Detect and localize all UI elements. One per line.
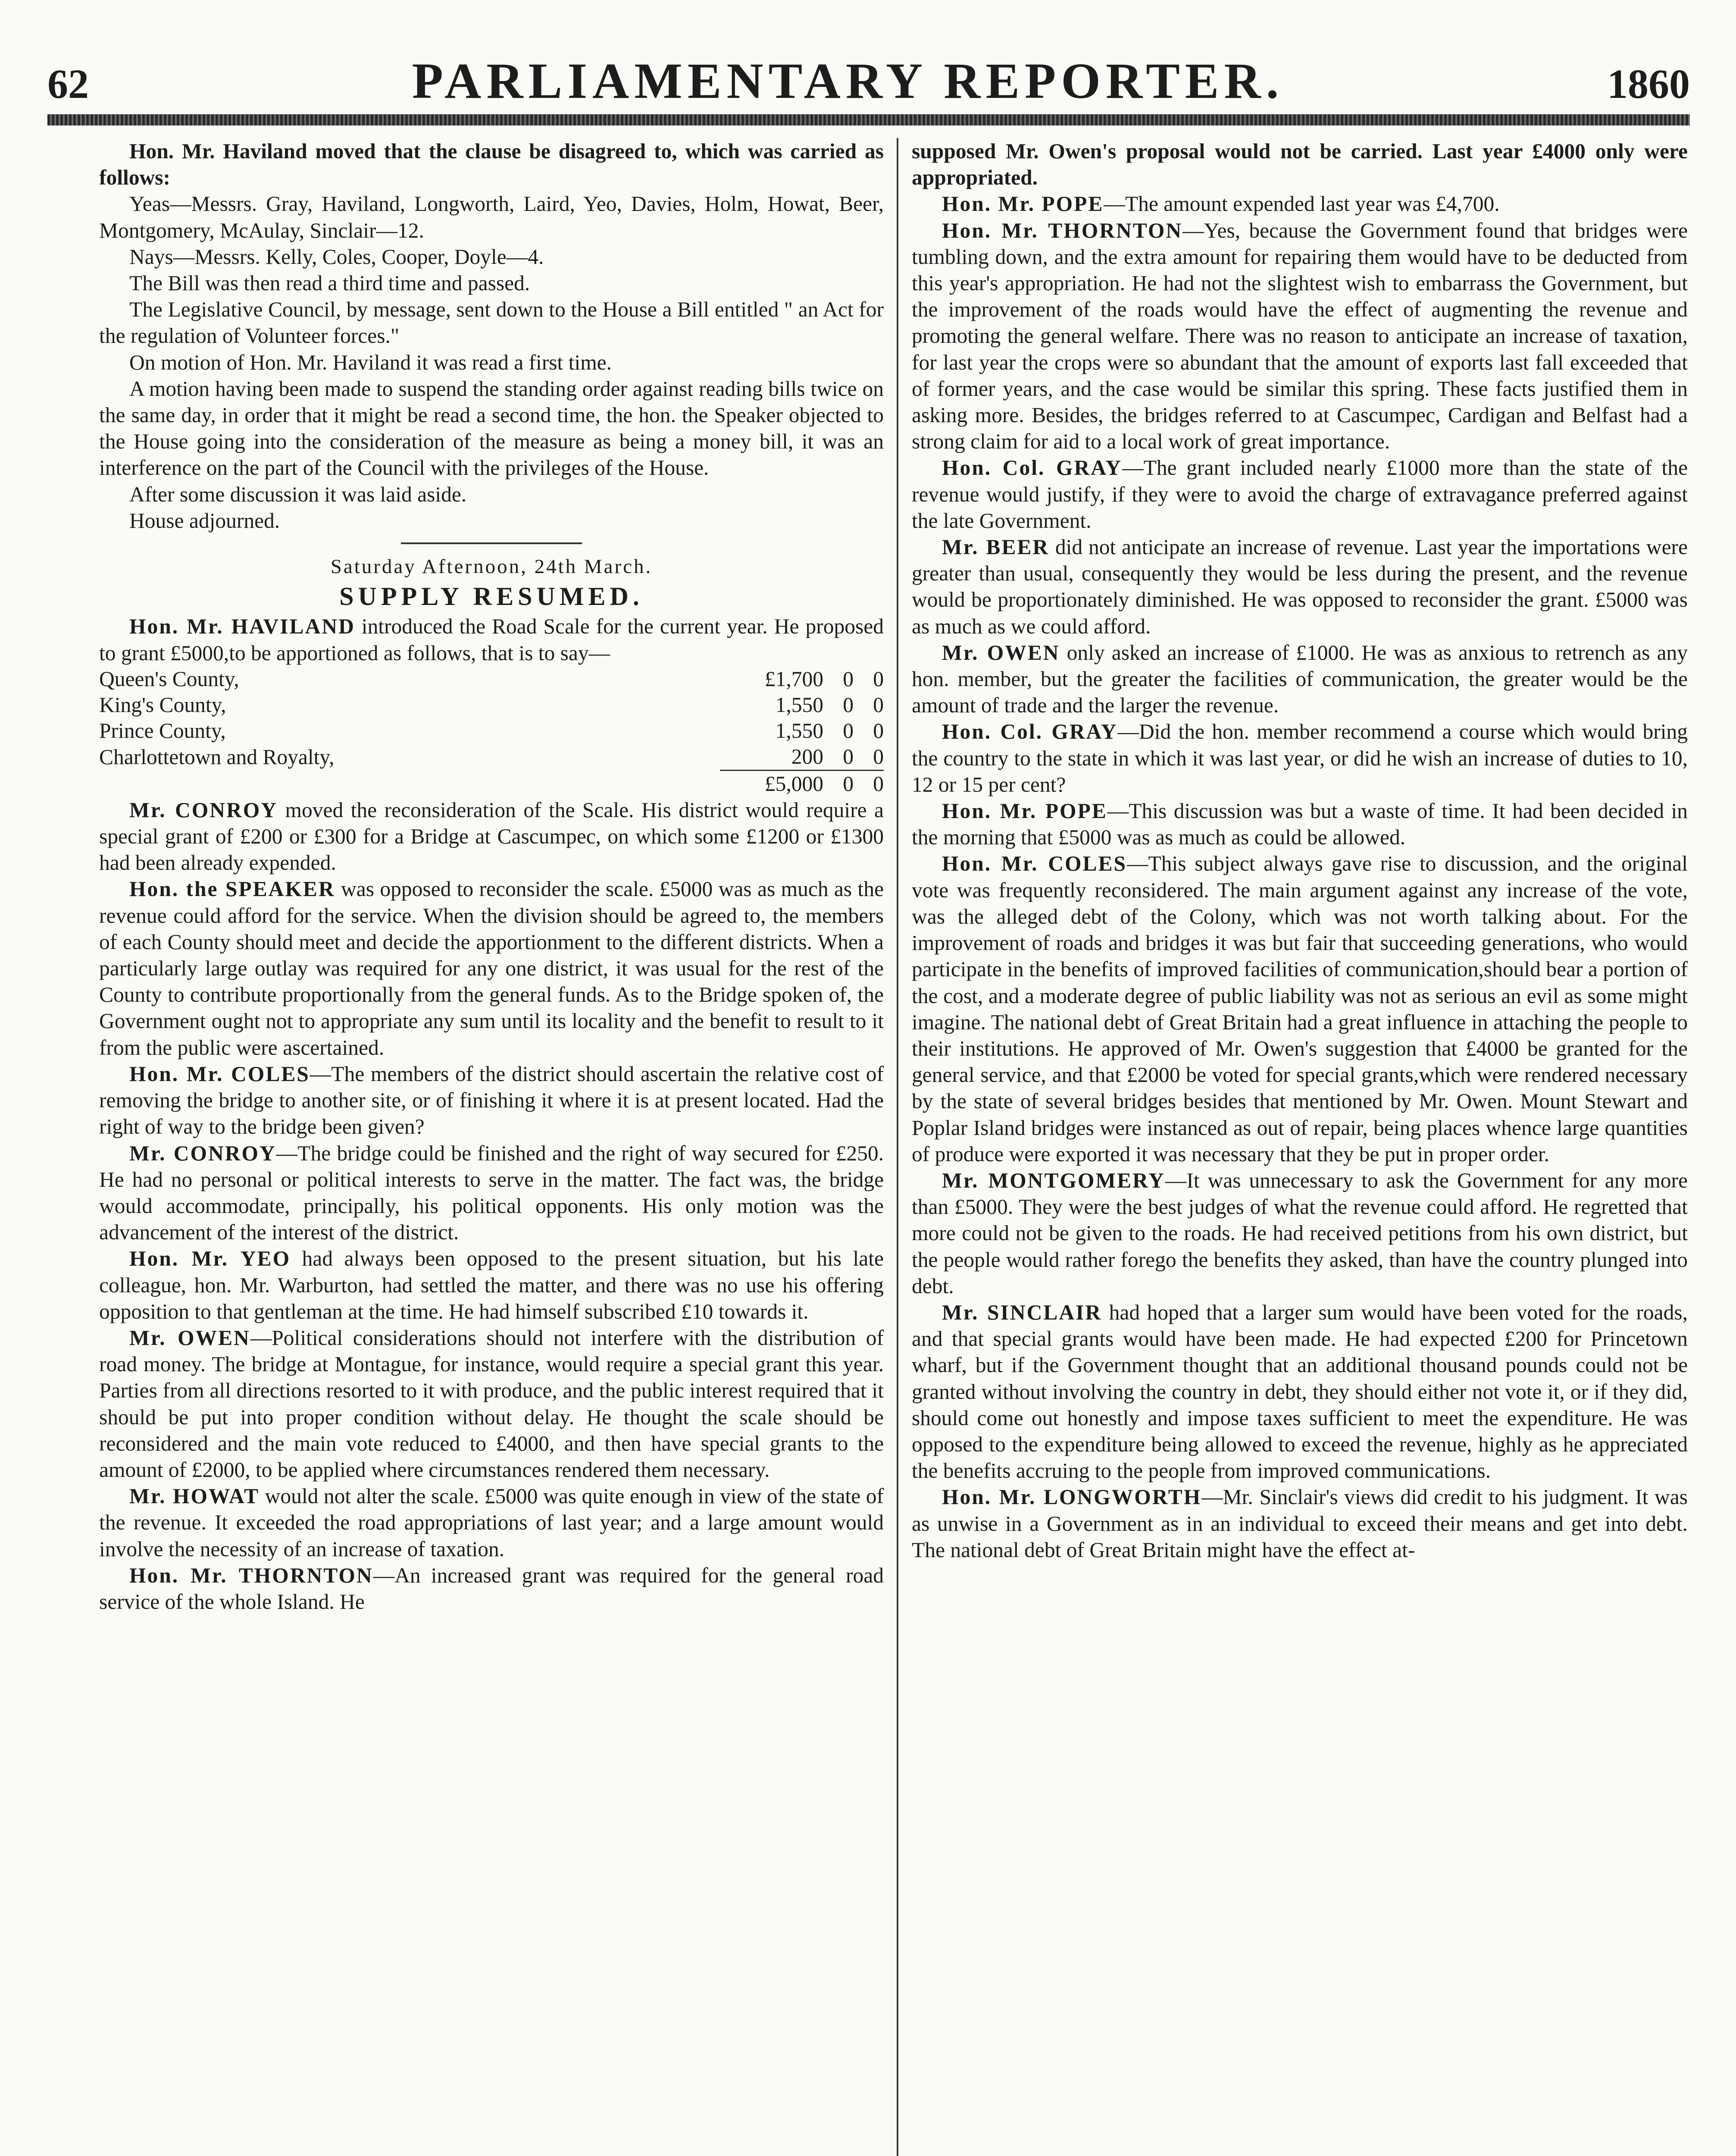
paragraph: supposed Mr. Owen's proposal would not be carried. Last year £4000 only were appropriated. bbox=[912, 139, 1688, 190]
paragraph bbox=[99, 613, 884, 666]
speech-text: was opposed to reconsider the scale. £5000 was as much as the revenue could afford for the service. When the division should be agreed to, the members of each County should meet and decide the apportionment to the different districts. When a particularly large outlay was required for any one district, it was usual for the rest of the County to contribute proportionally from the general funds. As to the Bridge spoken of, the Government ought not to appropriate any sum until its locality and the benefit to result to it from the public were ascertained. bbox=[99, 877, 884, 1059]
table-row bbox=[99, 666, 884, 692]
speaker-name: Hon. Mr. HAVILAND bbox=[129, 614, 355, 639]
speech-text: did not anticipate an increase of revenue. Last year the importations were greater than usual, consequently they would be less during the present, and the revenue would be proportionately diminished. He was opposed to reconsider the grant. £5000 was as much as we could afford. bbox=[912, 535, 1688, 638]
paragraph bbox=[912, 217, 1688, 455]
table-row bbox=[99, 718, 884, 744]
amount-cell: 1,550 bbox=[775, 693, 823, 717]
paragraph: The Bill was then read a third time and passed. bbox=[129, 271, 530, 295]
shillings-cell: 0 bbox=[843, 667, 854, 691]
paragraph: Hon. Mr. Haviland moved that the clause be disagreed to, which was carried as follows: bbox=[99, 139, 884, 190]
speech-text: had hoped that a larger sum would have been voted for the roads, and that special grants would have been made. He had expected £200 for Princetown wharf, but if the Government thought that an additional thousand pounds could not be granted without involving the country in debt, they should either not vote it, or if they did, should come out honestly and impose taxes sufficient to meet the expenditure. He was opposed to the expenditure being allowed to exceed the revenue, highly as he appreciated the benefits accruing to the people from improved communications. bbox=[912, 1300, 1688, 1483]
left-column bbox=[99, 138, 884, 2156]
speech-text: —The members of the district should ascertain the relative cost of removing the bridge to another site, or of finishing it where it is at present located. Had the right of way to the bridge been given? bbox=[99, 1062, 884, 1139]
speaker-name: Mr. HOWAT bbox=[129, 1484, 260, 1508]
paragraph bbox=[912, 191, 1688, 217]
speaker-name: Hon. Mr. POPE bbox=[942, 192, 1104, 216]
paragraph bbox=[912, 1484, 1688, 1563]
speech-text: —The bridge could be finished and the right of way secured for £250. He had no personal or political interests to serve in the matter. The fact was, the bridge would accommodate, principally, his political opponents. His only motion was the advancement of the interest of the district. bbox=[99, 1141, 884, 1244]
paragraph bbox=[99, 797, 884, 876]
speech-text: —Did the hon. member recommend a course which would bring the country to the state in which it was last year, or did he wish an increase of duties to 10, 12 or 15 per cent? bbox=[912, 720, 1688, 796]
speaker-name: Hon. the SPEAKER bbox=[129, 877, 335, 901]
paragraph bbox=[912, 798, 1688, 850]
page-header bbox=[47, 52, 1690, 108]
speaker-name: Hon. Mr. POPE bbox=[942, 799, 1107, 823]
section-separator bbox=[401, 542, 582, 544]
speaker-name: Hon. Mr. LONGWORTH bbox=[942, 1485, 1202, 1509]
yeas-list: Yeas—Messrs. Gray, Haviland, Longworth, Laird, Yeo, Davies, Holm, Howat, Beer, Montgomery, McAulay, Sinclair—12. bbox=[99, 192, 884, 242]
county-cell: King's County, bbox=[99, 693, 226, 717]
speech-text: only asked an increase of £1000. He was as anxious to retrench as any hon. member, but the greater the facilities of communication, the greater would be the amount of trade and the larger the revenue. bbox=[912, 640, 1688, 718]
county-cell: Charlottetown and Royalty, bbox=[99, 745, 335, 769]
paragraph bbox=[912, 1167, 1688, 1299]
column-divider bbox=[897, 138, 898, 2156]
paragraph bbox=[912, 639, 1688, 719]
speech-text: —This discussion was but a waste of time. It had been decided in the morning that £5000 was as much as could be allowed. bbox=[912, 799, 1688, 849]
speaker-name: Hon. Mr. COLES bbox=[129, 1062, 310, 1086]
publication-year: 1860 bbox=[1607, 61, 1690, 107]
dateline: Saturday Afternoon, 24th March. bbox=[330, 555, 653, 578]
paragraph: After some discussion it was laid aside. bbox=[129, 482, 467, 506]
speech-text: moved the reconsideration of the Scale. His district would require a special grant of £200 or £300 for a Bridge at Cascumpec, on which some £1200 or £1300 had been already expended. bbox=[99, 798, 884, 875]
total-pence-cell: 0 bbox=[854, 770, 884, 797]
pence-cell: 0 bbox=[873, 667, 884, 691]
amount-cell: 200 bbox=[791, 744, 823, 768]
speaker-name: Hon. Col. GRAY bbox=[942, 720, 1118, 744]
section-heading: SUPPLY RESUMED. bbox=[339, 582, 644, 611]
speaker-name: Hon. Mr. YEO bbox=[129, 1247, 291, 1271]
paragraph bbox=[99, 1061, 884, 1140]
header-rule bbox=[47, 114, 1690, 125]
paragraph bbox=[912, 1299, 1688, 1484]
pence-cell: 0 bbox=[873, 744, 884, 768]
shillings-cell: 0 bbox=[843, 744, 854, 768]
table-total-row bbox=[99, 770, 884, 797]
paragraph: A motion having been made to suspend the standing order against reading bills twice on the same day, in order that it might be read a second time, the hon. the Speaker objected to the House going into the consideration of the measure as being a money bill, it was an interference on the part of the Council with the privileges of the House. bbox=[99, 376, 884, 480]
speech-text: —Political considerations should not interfere with the distribution of road money. The bridge at Montague, for instance, would require a special grant this year. Parties from all directions resorted to it with produce, and the public interest required that it should be put into proper condition without delay. He thought the scale should be reconsidered and the main vote reduced to £4000, and then have special grants to the amount of £2000, to be applied where circumstances rendered them necessary. bbox=[99, 1326, 884, 1482]
paragraph: House adjourned. bbox=[129, 508, 280, 533]
amount-cell: £1,700 bbox=[764, 667, 823, 691]
paragraph bbox=[912, 454, 1688, 534]
page-number: 62 bbox=[47, 61, 89, 107]
speaker-name: Hon. Mr. THORNTON bbox=[129, 1563, 373, 1587]
speech-text: had always been opposed to the present situation, but his late colleague, hon. Mr. Warburton, had settled the matter, and there was no use his offering opposition to that gentleman at the time. He had himself subscribed £10 towards it. bbox=[99, 1247, 884, 1323]
speaker-name: Mr. OWEN bbox=[129, 1326, 250, 1350]
road-scale-table bbox=[99, 666, 884, 797]
speech-text: —The amount expended last year was £4,700. bbox=[1104, 192, 1500, 216]
speech-text: would not alter the scale. £5000 was quite enough in view of the state of the revenue. It exceeded the road appropriations of last year; and a large amount would involve the necessity of an increase of taxation. bbox=[99, 1484, 884, 1561]
speaker-name: Mr. BEER bbox=[942, 535, 1050, 559]
shillings-cell: 0 bbox=[843, 693, 854, 717]
speaker-name: Mr. CONROY bbox=[129, 1141, 276, 1165]
total-shillings-cell: 0 bbox=[823, 770, 854, 797]
nays-list: Nays—Messrs. Kelly, Coles, Cooper, Doyle—4. bbox=[129, 244, 544, 269]
pence-cell: 0 bbox=[873, 718, 884, 743]
total-amount-cell: £5,000 bbox=[720, 770, 823, 797]
speech-text: —The grant included nearly £1000 more than the state of the revenue would justify, if they were to avoid the charge of extravagance preferred against the late Government. bbox=[912, 456, 1688, 533]
paragraph bbox=[912, 534, 1688, 639]
paragraph bbox=[912, 718, 1688, 798]
speech-text: introduced the Road Scale for the current year. He proposed to grant £5000,to be apportioned as follows, that is to say— bbox=[99, 614, 884, 665]
speech-text: —Mr. Sinclair's views did credit to his judgment. It was as unwise in a Government as in an individual to exceed their means and get into debt. The national debt of Great Britain might have the effect at- bbox=[912, 1485, 1688, 1562]
speaker-name: Hon. Col. GRAY bbox=[942, 456, 1123, 480]
speaker-name: Mr. MONTGOMERY bbox=[942, 1168, 1165, 1192]
right-column bbox=[912, 138, 1688, 2156]
speaker-name: Mr. SINCLAIR bbox=[942, 1300, 1102, 1324]
pence-cell: 0 bbox=[873, 693, 884, 717]
paragraph bbox=[99, 1483, 884, 1562]
county-cell: Queen's County, bbox=[99, 667, 239, 691]
paragraph: The Legislative Council, by message, sent down to the House a Bill entitled " an Act for the regulation of Volunteer forces." bbox=[99, 298, 884, 348]
speaker-name: Mr. CONROY bbox=[129, 798, 278, 822]
speaker-name: Hon. Mr. THORNTON bbox=[942, 218, 1183, 242]
speaker-name: Hon. Mr. COLES bbox=[942, 852, 1127, 876]
paragraph bbox=[912, 850, 1688, 1167]
county-cell: Prince County, bbox=[99, 718, 226, 743]
paragraph bbox=[99, 1245, 884, 1325]
speech-text: —Yes, because the Government found that bridges were tumbling down, and the extra amount for repairing them would have to be deducted from this year's appropriation. He had not the slightest wish to embarrass the Government, but the improvement of the roads would have the effect of augmenting the revenue and promoting the general welfare. There was no reason to anticipate an increase of taxation, for last year the crops were so abundant that the amount of exports last fall exceeded that of former years, and the case would be similar this spring. These facts justified them in asking more. Besides, the bridges referred to at Cascumpec, Cardigan and Belfast had a strong claim for aid to a local work of great importance. bbox=[912, 218, 1688, 454]
shillings-cell: 0 bbox=[843, 718, 854, 743]
paragraph bbox=[99, 1140, 884, 1246]
amount-cell: 1,550 bbox=[775, 718, 823, 743]
table-row bbox=[99, 744, 884, 771]
paragraph bbox=[99, 1325, 884, 1483]
publication-title: PARLIAMENTARY REPORTER. bbox=[412, 53, 1284, 109]
speech-text: —This subject always gave rise to discussion, and the original vote was frequently reconsidered. The main argument against any increase of the vote, was the alleged debt of the Colony, which was not worth talking about. For the improvement of roads and bridges it was but fair that succeeding generations, who would participate in the benefits of improved facilities of communication,should bear a portion of the cost, and a moderate degree of public liability was not as serious an evil as some might imagine. The national debt of Great Britain had a great influence in attaching the people to their institutions. He approved of Mr. Owen's suggestion that £4000 be granted for the general service, and that £2000 be voted for special grants,which were rendered necessary by the state of several bridges besides that mentioned by Mr. Owen. Mount Stewart and Poplar Island bridges were instanced as out of repair, being places whence large quantities of produce were exported it was necessary that they be put in proper order. bbox=[912, 852, 1688, 1166]
speech-text: —It was unnecessary to ask the Government for any more than £5000. They were the best judges of what the revenue could afford. He regretted that more could not be given to the roads. He had received petitions from his own district, but the people would rather forego the benefits they asked, than have the country plunged into debt. bbox=[912, 1168, 1688, 1298]
speaker-name: Mr. OWEN bbox=[942, 640, 1060, 664]
speech-text: —An increased grant was required for the general road service of the whole Island. He bbox=[99, 1563, 884, 1614]
paragraph bbox=[99, 876, 884, 1060]
table-row bbox=[99, 692, 884, 718]
paragraph bbox=[99, 1562, 884, 1615]
paragraph: On motion of Hon. Mr. Haviland it was read a first time. bbox=[129, 350, 612, 374]
